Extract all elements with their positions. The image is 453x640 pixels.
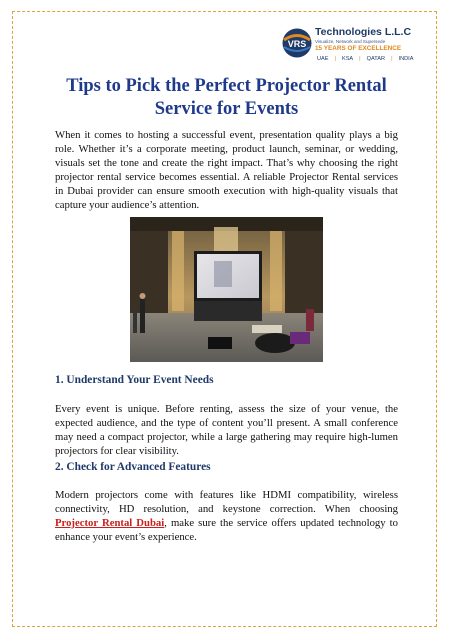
features-text-before: Modern projectors come with features like HDMI compatibility, wireless connectivity, HD resolution, and keystone correction. When choosing — [55, 489, 398, 515]
logo-tagline: Visualize, Network and Supersede — [315, 39, 386, 44]
logo-regions: UAE | KSA | QATAR | INDIA — [317, 56, 414, 62]
section-heading-event-needs: 1. Understand Your Event Needs — [55, 374, 214, 386]
logo-mark-text: VRS — [287, 39, 307, 49]
logo-years-badge: 15 YEARS OF EXCELLENCE — [315, 45, 402, 52]
page-title: Tips to Pick the Perfect Projector Rental Service for Events — [66, 76, 387, 119]
section-text-event-needs: Every event is unique. Before renting, assess the size of your venue, the expected audience, and the type of content you’ll present. A small conference may need a compact projector, while a large gathering may require high-lumen projectors for clear visibility. — [55, 403, 398, 457]
region-ksa: KSA — [341, 56, 354, 62]
region-uae: UAE — [317, 56, 329, 62]
globe-logo-icon — [281, 27, 313, 59]
logo-company-name: Technologies L.L.C — [315, 26, 412, 38]
section-text-advanced-features — [55, 488, 398, 544]
region-qatar: QATAR — [366, 56, 386, 62]
event-projector-photo — [130, 217, 323, 362]
projector-rental-dubai-link[interactable]: Projector Rental Dubai — [55, 517, 165, 529]
features-text-after: , make sure the service offers updated technology to enhance your event’s experience. — [55, 517, 398, 543]
section-heading-advanced-features: 2. Check for Advanced Features — [55, 461, 211, 473]
region-india: INDIA — [398, 56, 414, 62]
company-logo — [281, 24, 421, 64]
intro-paragraph: When it comes to hosting a successful event, presentation quality plays a big role. Whether it’s a corporate meeting, product launch, seminar, or wedding, visuals set the tone and create the right impact. That’s why choosing the right projector rental service becomes essential. A reliable Projector Rental services in Dubai provider can ensure smooth execution with high-quality visuals that capture your audience’s attention. — [55, 129, 398, 211]
